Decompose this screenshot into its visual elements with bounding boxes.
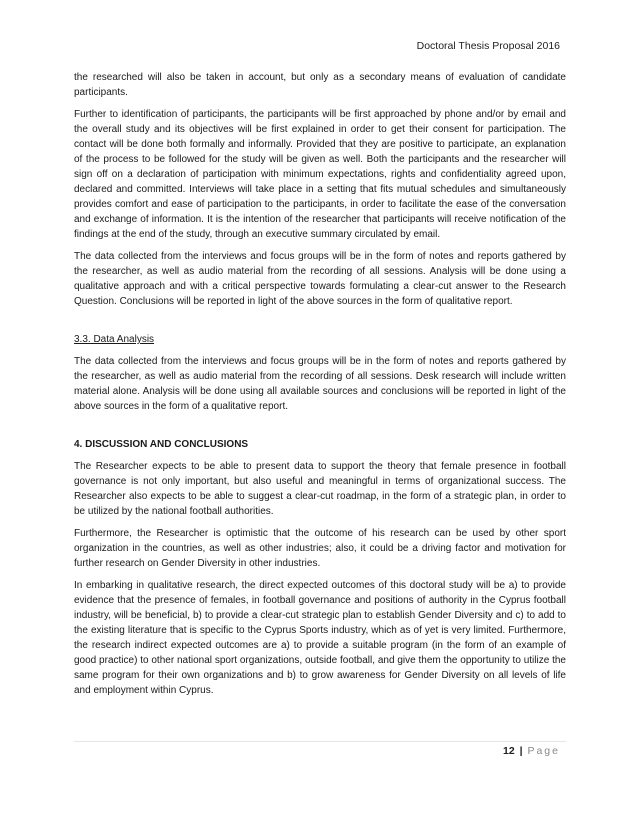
paragraph: The data collected from the interviews and focus groups will be in the form of notes and reports gathered by the researcher, as well as audio material from the recording of all sessions. Analysis will be done using a qualitative approach and with a critical perspective towards formulating a clear-cut answer to the Research Question. Conclusions will be reported in light of the above sources in the form of qualitative report. <box>74 251 566 307</box>
running-header: Doctoral Thesis Proposal 2016 <box>416 40 560 52</box>
footer-separator: | <box>519 745 523 757</box>
section-heading-4: 4. DISCUSSION AND CONCLUSIONS <box>74 439 249 450</box>
paragraph: The data collected from the interviews and focus groups will be in the form of notes and reports gathered by the researcher, as well as audio material from the recording of all sessions. Desk research will include written material alone. Analysis will be done using all available sources and conclusions will be reported in light of the above sources in the form of a qualitative report. <box>74 356 566 412</box>
page-body <box>74 70 566 705</box>
page-number: 12 <box>502 745 515 757</box>
paragraph: Furthermore, the Researcher is optimistic that the outcome of his research can be used by other sport organization in the countries, as well as other industries; also, it could be a driving factor and motivation for further research on Gender Diversity in other industries. <box>74 528 566 569</box>
spacer <box>74 316 566 332</box>
spacer <box>74 421 566 437</box>
paragraph: The Researcher expects to be able to present data to support the theory that female presence in football governance is not only important, but also useful and meaningful in terms of organizational success. The Researcher also expects to be able to suggest a clear-cut roadmap, in the form of a strategic plan, in order to be utilized by the national football authorities. <box>74 461 566 517</box>
page-footer <box>503 745 560 757</box>
paragraph: In embarking in qualitative research, the direct expected outcomes of this doctoral study will be a) to provide evidence that the presence of females, in football governance and positions of authority in the Cyprus football industry, will be beneficial, b) to provide a clear-cut strategic plan to establish Gender Diversity and c) to add to the existing literature that is specific to the Cyprus Sports industry, which as of yet is very limited. Furthermore, the research indirect expected outcomes are a) to provide a suitable program (in the form of an example of good practice) to other national sport organizations, outside football, and give them the opportunity to utilize the same program for their own organizations and b) to grow awareness for Gender Diversity on all levels of life and employment within Cyprus. <box>74 580 566 696</box>
section-heading-3-3: 3.3. Data Analysis <box>74 334 155 345</box>
paragraph: the researched will also be taken in account, but only as a secondary means of evaluation of candidate participants. <box>74 72 566 98</box>
footer-divider <box>74 741 566 742</box>
paragraph: Further to identification of participants, the participants will be first approached by phone and/or by email and the overall study and its objectives will be first explained in order to get their consent for participation. The contact will be done both formally and informally. Provided that they are positive to participate, an explanation of the process to be followed for the study will be given as well. Both the participants and the researcher will sign off on a declaration of participation with minimum expectations, rights and confidentiality agreed upon, declared and committed. Interviews will take place in a setting that fits mutual schedules and simultaneously provides comfort and ease of participation to the participants, in order to facilitate the ease of the conversation and exchange of information. It is the intention of the researcher that participants will receive notification of the findings at the end of the study, through an executive summary circulated by email. <box>74 109 566 240</box>
page-label: Page <box>527 745 560 757</box>
